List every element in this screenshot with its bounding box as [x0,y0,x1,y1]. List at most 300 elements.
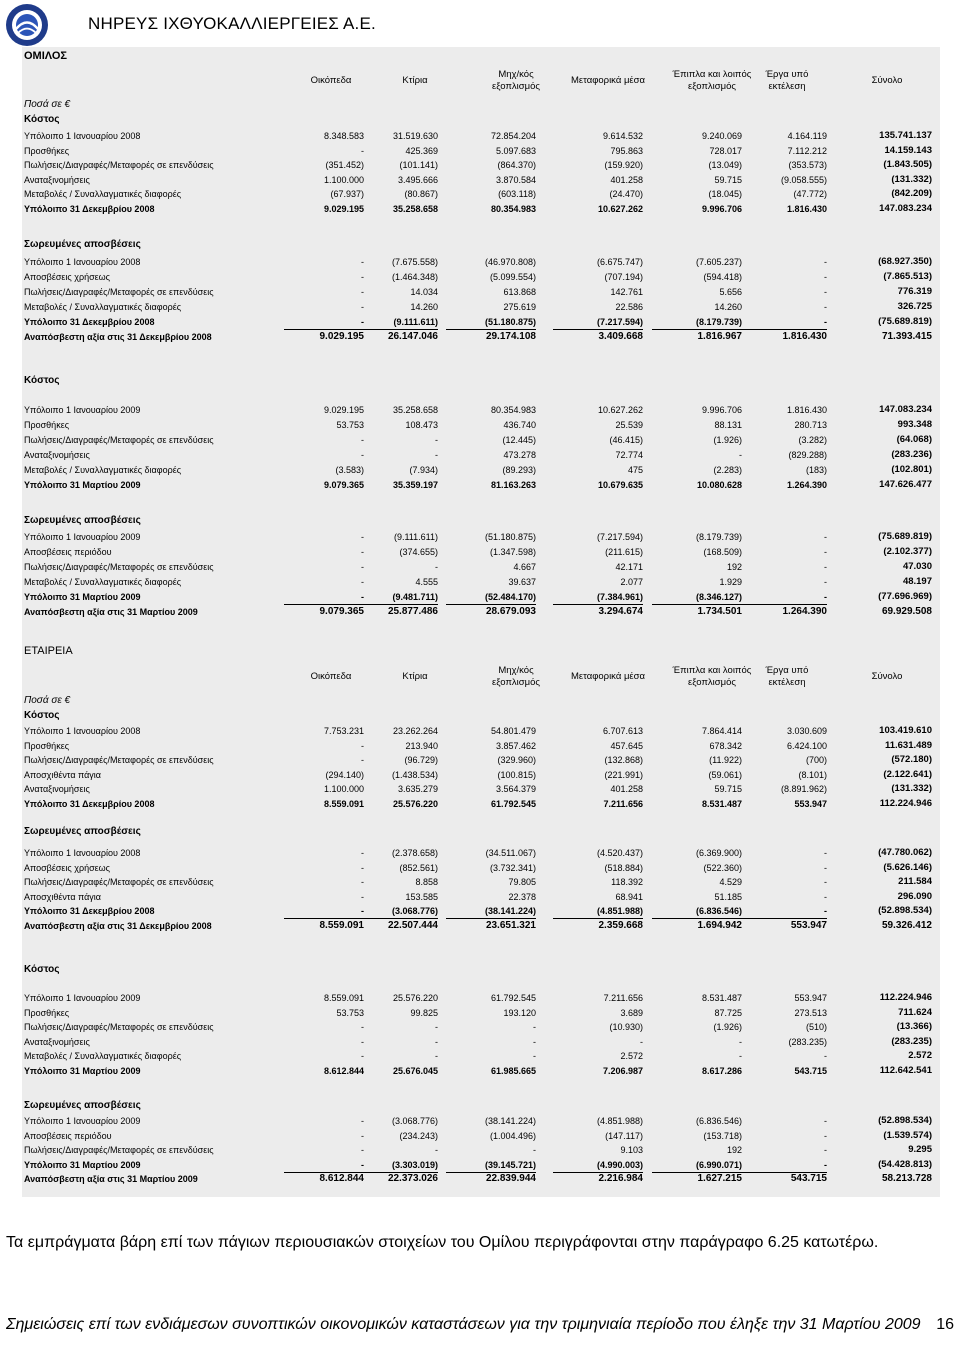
total-cell: (52.898.534) [878,1115,932,1126]
value-cell: (6.675.747) [596,257,643,267]
company-logo-icon [4,2,50,48]
value-cell: 61.792.545 [490,799,536,809]
row-label: Υπόλοιπο 1 Ιανουαρίου 2008 [24,848,141,858]
value-cell: (4.990.003) [553,1158,643,1173]
value-cell: (89.293) [502,465,536,475]
value-cell: 613.868 [503,287,536,297]
row-label: Πωλήσεις/Διαγραφές/Μεταφορές σε επενδύσεις [24,755,214,766]
table-row [22,478,940,492]
value-cell: (4.851.988) [596,1116,643,1126]
value-cell: 9.079.365 [319,606,364,617]
value-cell: (3.583) [335,465,364,475]
value-cell: (1.004.496) [489,1130,536,1141]
table-row [22,1114,940,1128]
row-label: Υπόλοιπο 31 Δεκεμβρίου 2008 [24,317,155,327]
value-cell: 9.614.532 [602,131,643,141]
value-cell: (168.509) [703,547,742,557]
value-cell: 192 [726,1145,742,1156]
value-cell: - [361,1130,364,1141]
company-name: ΝΗΡΕΥΣ ΙΧΘΥΟΚΑΛΛΙΕΡΓΕΙΕΣ Α.Ε. [88,14,376,33]
table-row [22,144,940,158]
total-cell: (102.801) [891,464,932,475]
value-cell: 1.694.942 [697,920,742,931]
row-label: Αναπόσβεστη αξία στις 31 Δεκεμβρίου 2008 [24,332,212,342]
value-cell: (829.288) [788,450,827,460]
value-cell: 25.676.045 [392,1066,438,1076]
table-row [22,605,940,619]
row-label: Αποσβέσεις περιόδου [24,547,112,557]
total-cell: 47.030 [902,561,932,572]
row-label: Υπόλοιπο 31 Μαρτίου 2009 [24,1159,141,1170]
column-headers [22,663,940,693]
value-cell: 22.586 [615,302,643,312]
value-cell: (329.960) [497,755,536,766]
value-cell: 9.996.706 [701,204,742,214]
table-row [22,300,940,314]
value-cell: 9.029.195 [323,204,364,214]
section-caption: Σωρευμένες αποσβέσεις [24,826,141,837]
value-cell: (351.452) [325,160,364,171]
value-cell: 88.131 [714,420,742,430]
table-row [22,919,940,933]
value-cell: 59.715 [714,174,742,185]
value-cell: 3.857.462 [495,740,536,751]
value-cell: (101.141) [399,160,438,171]
value-cell: 543.715 [794,1066,827,1076]
value-cell: 29.174.108 [485,331,536,342]
total-cell: (75.689.819) [878,316,932,327]
row-label: Πωλήσεις/Διαγραφές/Μεταφορές σε επενδύσεις [24,160,214,171]
value-cell: 9.240.069 [701,131,742,141]
value-cell: - [361,450,364,460]
section-caption: Σωρευμένες αποσβέσεις [24,515,141,526]
table-row [22,1035,940,1049]
value-cell: 2.077 [620,577,643,587]
value-cell: - [361,532,364,542]
value-cell: 51.185 [714,891,742,902]
value-cell: (864.370) [497,160,536,171]
value-cell: 9.029.195 [319,331,364,342]
table-row [22,575,940,589]
table-row [22,403,940,417]
table-row [22,782,940,796]
value-cell: 142.761 [610,287,643,297]
table-row [22,418,940,432]
table-row [22,1064,940,1078]
value-cell: - [824,1116,827,1126]
value-cell: (52.484.170) [446,590,536,605]
value-cell: (38.141.224) [484,1116,536,1126]
value-cell: 1.734.501 [697,606,742,617]
value-cell: 153.585 [405,891,438,902]
value-cell: 10.080.628 [696,480,742,490]
total-cell: 59.326.412 [881,920,932,931]
value-cell: 280.713 [794,420,827,430]
value-cell: 8.612.844 [323,1066,364,1076]
value-cell: 79.805 [508,877,536,888]
value-cell: 26.147.046 [387,331,438,342]
row-label: Υπόλοιπο 1 Ιανουαρίου 2009 [24,1116,141,1126]
table-row [22,187,940,201]
value-cell: - [824,302,827,312]
value-cell: 553.947 [790,920,827,931]
value-cell: (7.217.594) [553,315,643,330]
value-cell: 25.576.220 [392,799,438,809]
column-header: Μηχ/κός εξοπλισμός [492,69,540,92]
page-footer [6,1313,956,1361]
value-cell: (510) [805,1022,827,1033]
value-cell: 543.715 [790,1173,827,1185]
value-cell: 25.877.486 [387,606,438,617]
value-cell: - [739,1051,742,1062]
section-caption: Κόστος [24,710,60,721]
value-cell: (96.729) [404,755,438,766]
value-cell: (39.145.721) [446,1158,536,1173]
total-cell: 147.083.234 [879,203,932,214]
value-cell: 8.559.091 [319,920,364,931]
value-cell: (353.573) [788,160,827,171]
value-cell: 1.627.215 [697,1173,742,1185]
value-cell: - [361,891,364,902]
total-cell: (1.539.574) [883,1129,932,1141]
value-cell: - [284,904,364,919]
value-cell: 10.627.262 [597,405,643,415]
value-cell: 53.753 [336,1007,364,1018]
section-caption: ΕΤΑΙΡΕΙΑ [24,645,73,657]
value-cell: 1.264.390 [782,606,827,617]
value-cell: - [824,877,827,888]
row-label: Υπόλοιπο 1 Ιανουαρίου 2009 [24,405,141,415]
value-cell: - [361,1145,364,1156]
value-cell: 68.941 [615,891,643,902]
table-row [22,797,940,811]
value-cell: 8.617.286 [701,1066,742,1076]
value-cell: 1.264.390 [786,480,827,490]
column-header: Σύνολο [871,75,903,86]
value-cell: 81.163.263 [490,480,536,490]
value-cell: 9.029.195 [323,405,364,415]
value-cell: 3.409.668 [598,331,643,342]
total-cell: (54.428.813) [878,1158,932,1170]
value-cell: (4.520.437) [596,848,643,858]
column-headers [22,67,940,97]
page-number: 16 [936,1316,954,1333]
total-cell: 993.348 [897,419,932,430]
row-label: Υπόλοιπο 1 Ιανουαρίου 2008 [24,257,141,267]
row-label: Μεταβολές / Συναλλαγματικές διαφορές [24,465,182,475]
value-cell: 473.278 [503,450,536,460]
footer-text: Σημειώσεις επί των ενδιάμεσων συνοπτικών οικονομικών καταστάσεων για την τριμηνιαία περίοδο που έληξε την 31 Μαρτίου 2009 [6,1316,921,1333]
value-cell: - [435,1145,438,1156]
total-cell: 2.572 [908,1050,932,1062]
table-row [22,1049,940,1063]
value-cell: - [824,577,827,587]
total-cell: 776.319 [897,286,932,297]
value-cell: (3.303.019) [358,1158,438,1173]
table-row [22,739,940,753]
section-caption: Ποσά σε € [24,695,71,706]
section-caption: Κόστος [24,114,60,125]
value-cell: (4.851.988) [553,904,643,919]
value-cell: (211.615) [605,547,643,557]
value-cell: 436.740 [503,420,536,430]
value-cell: 23.262.264 [392,726,438,736]
value-cell: 401.258 [610,174,643,185]
value-cell: 275.619 [503,302,536,312]
row-label: Μεταβολές / Συναλλαγματικές διαφορές [24,1051,182,1062]
value-cell: 7.864.414 [701,726,742,736]
table-row [22,1158,940,1172]
section-caption: ΟΜΙΛΟΣ [24,50,67,62]
value-cell: (183) [805,465,827,475]
total-cell: (64.068) [896,434,932,445]
value-cell: (234.243) [399,1130,438,1141]
row-label: Πωλήσεις/Διαγραφές/Μεταφορές σε επενδύσεις [24,435,214,445]
value-cell: 10.679.635 [597,480,643,490]
value-cell: (153.718) [703,1130,742,1141]
value-cell: 8.531.487 [701,799,742,809]
table-row [22,590,940,604]
value-cell: (13.049) [708,160,742,171]
table-row [22,861,940,875]
value-cell: - [435,1022,438,1033]
value-cell: 9.103 [620,1145,643,1156]
value-cell: - [284,1158,364,1173]
table-row [22,330,940,344]
table-row [22,202,940,216]
value-cell: 87.725 [714,1007,742,1018]
value-cell: - [435,562,438,572]
total-cell: (47.780.062) [878,847,932,858]
value-cell: 42.171 [615,562,643,572]
value-cell: - [361,302,364,312]
row-label: Αναταξινομήσεις [24,1036,90,1047]
table-row [22,270,940,284]
column-header: Έπιπλα και λοιπός εξοπλισμός [672,665,752,688]
value-cell: (1.438.534) [391,769,438,780]
row-label: Υπόλοιπο 31 Δεκεμβρίου 2008 [24,799,155,809]
value-cell: (374.655) [399,547,438,557]
section-caption: Κόστος [24,375,60,386]
value-cell: - [361,1036,364,1047]
total-cell: (842.209) [891,188,932,200]
value-cell: 5.097.683 [495,145,536,156]
total-cell: 69.929.508 [881,606,932,617]
value-cell: 728.017 [709,145,742,156]
value-cell: (3.068.776) [391,1116,438,1126]
value-cell: - [361,287,364,297]
value-cell: (24.470) [609,189,643,200]
value-cell: - [824,257,827,267]
table-row [22,315,940,329]
value-cell: 6.707.613 [602,726,643,736]
column-header: Οικόπεδα [310,671,352,682]
table-row [22,285,940,299]
column-header: Έπιπλα και λοιπός εξοπλισμός [672,69,752,92]
row-label: Πωλήσεις/Διαγραφές/Μεταφορές σε επενδύσεις [24,562,214,572]
value-cell: 3.030.609 [786,726,827,736]
row-label: Υπόλοιπο 31 Μαρτίου 2009 [24,480,141,490]
value-cell: - [824,891,827,902]
value-cell: - [737,1158,827,1173]
total-cell: (283.236) [891,449,932,460]
row-label: Προσθήκες [24,740,70,751]
row-label: Μεταβολές / Συναλλαγματικές διαφορές [24,302,182,312]
table-row [22,1172,940,1186]
value-cell: 7.753.231 [323,726,364,736]
total-cell: 326.725 [897,301,932,312]
encumbrances-note: Τα εμπράγματα βάρη επί των πάγιων περιουσιακών στοιχείων του Ομίλου περιγράφονται στην παράγραφο 6.25 κατωτέρω. [6,1234,879,1251]
value-cell: - [737,904,827,919]
value-cell: 22.839.944 [485,1173,536,1185]
value-cell: 108.473 [405,420,438,430]
value-cell: 25.576.220 [392,993,438,1003]
value-cell: (221.991) [604,769,643,780]
value-cell: 1.100.000 [323,784,364,795]
value-cell: (6.990.071) [652,1158,742,1173]
total-cell: 103.419.610 [879,725,932,736]
value-cell: 28.679.093 [485,606,536,617]
total-cell: 14.159.143 [884,144,932,156]
table-row [22,1129,940,1143]
row-label: Υπόλοιπο 1 Ιανουαρίου 2009 [24,993,141,1003]
total-cell: (7.865.513) [883,271,932,282]
total-cell: (2.122.641) [883,768,932,780]
value-cell: - [435,435,438,445]
value-cell: 7.211.656 [603,799,643,809]
value-cell: 8.612.844 [319,1173,364,1185]
value-cell: 1.100.000 [323,174,364,185]
table-row [22,991,940,1005]
value-cell: - [361,562,364,572]
value-cell: (3.068.776) [358,904,438,919]
value-cell: 273.513 [794,1007,827,1018]
table-row [22,173,940,187]
column-header: Έργα υπό εκτέλεση [765,69,809,92]
value-cell: 99.825 [410,1007,438,1018]
total-cell: 211.584 [898,876,932,888]
value-cell: - [824,562,827,572]
row-label: Μεταβολές / Συναλλαγματικές διαφορές [24,189,182,200]
value-cell: 3.635.279 [397,784,438,795]
value-cell: 1.816.430 [786,204,827,214]
value-cell: - [284,315,364,330]
total-cell: (283.235) [891,1035,932,1047]
value-cell: 53.753 [336,420,364,430]
value-cell: (51.180.875) [484,532,536,542]
value-cell: 678.342 [709,740,742,751]
value-cell: (159.920) [604,160,643,171]
value-cell: 2.572 [620,1051,643,1062]
value-cell: (3.282) [798,435,827,445]
value-cell: 7.112.212 [787,145,827,156]
value-cell: 72.774 [615,450,643,460]
value-cell: (7.675.558) [391,257,438,267]
value-cell: 3.564.379 [495,784,536,795]
value-cell: - [361,877,364,888]
table-row [22,904,940,918]
value-cell: 61.985.665 [490,1066,536,1076]
value-cell: 193.120 [503,1007,536,1018]
row-label: Υπόλοιπο 31 Μαρτίου 2009 [24,1066,141,1076]
value-cell: - [737,315,827,330]
value-cell: (59.061) [708,769,742,780]
value-cell: 14.034 [410,287,438,297]
value-cell: 59.715 [714,784,742,795]
value-cell: - [824,862,827,873]
total-cell: (68.927.350) [878,256,932,267]
value-cell: - [824,1051,827,1062]
value-cell: (7.384.961) [553,590,643,605]
value-cell: 22.507.444 [387,920,438,931]
value-cell: 7.206.987 [602,1066,643,1076]
value-cell: (10.930) [609,1022,643,1033]
row-label: Πωλήσεις/Διαγραφές/Μεταφορές σε επενδύσεις [24,1022,214,1033]
value-cell: 3.495.666 [397,174,438,185]
total-cell: (572.180) [891,754,932,766]
value-cell: 118.392 [611,877,643,888]
table-row [22,1006,940,1020]
value-cell: (294.140) [325,769,364,780]
section-caption: Ποσά σε € [24,99,71,110]
value-cell: - [361,1051,364,1062]
table-row [22,433,940,447]
value-cell: (1.464.348) [391,272,438,282]
value-cell: - [824,1145,827,1156]
total-cell: (75.689.819) [878,531,932,542]
value-cell: 4.164.119 [787,131,827,141]
value-cell: 54.801.479 [490,726,536,736]
table-row [22,875,940,889]
table-row [22,890,940,904]
row-label: Αναπόσβεστη αξία στις 31 Δεκεμβρίου 2008 [24,921,212,931]
column-header: Μεταφορικά μέσα [570,75,646,86]
table-row [22,463,940,477]
value-cell: 457.645 [610,740,643,751]
column-header: Μεταφορικά μέσα [570,671,646,682]
value-cell: (1.347.598) [489,547,536,557]
total-cell: 58.213.728 [881,1173,932,1185]
value-cell: - [361,1116,364,1126]
row-label: Αναπόσβεστη αξία στις 31 Μαρτίου 2009 [24,1174,198,1185]
total-cell: 147.626.477 [879,479,932,490]
value-cell: 31.519.630 [392,131,438,141]
column-header: Οικόπεδα [310,75,352,86]
total-cell: (2.102.377) [883,546,932,557]
value-cell: - [824,287,827,297]
row-label: Προσθήκες [24,420,70,430]
row-label: Υπόλοιπο 31 Μαρτίου 2009 [24,592,141,602]
value-cell: - [361,257,364,267]
row-label: Υπόλοιπο 31 Δεκεμβρίου 2008 [24,906,155,917]
row-label: Αποσβέσεις χρήσεως [24,272,111,282]
total-cell: 112.642.541 [879,1065,932,1076]
value-cell: 39.637 [508,577,536,587]
value-cell: 1.816.967 [697,331,742,342]
value-cell: 5.656 [719,287,742,297]
total-cell: (131.332) [891,173,932,185]
value-cell: 4.555 [415,577,438,587]
row-label: Αποσβέσεις περιόδου [24,1130,112,1141]
table-row [22,1020,940,1034]
column-header: Μηχ/κός εξοπλισμός [492,665,540,688]
value-cell: - [284,590,364,605]
total-cell: (131.332) [891,783,932,795]
value-cell: (522.360) [703,862,742,873]
value-cell: - [361,848,364,858]
value-cell: - [435,450,438,460]
value-cell: 72.854.204 [490,131,536,141]
